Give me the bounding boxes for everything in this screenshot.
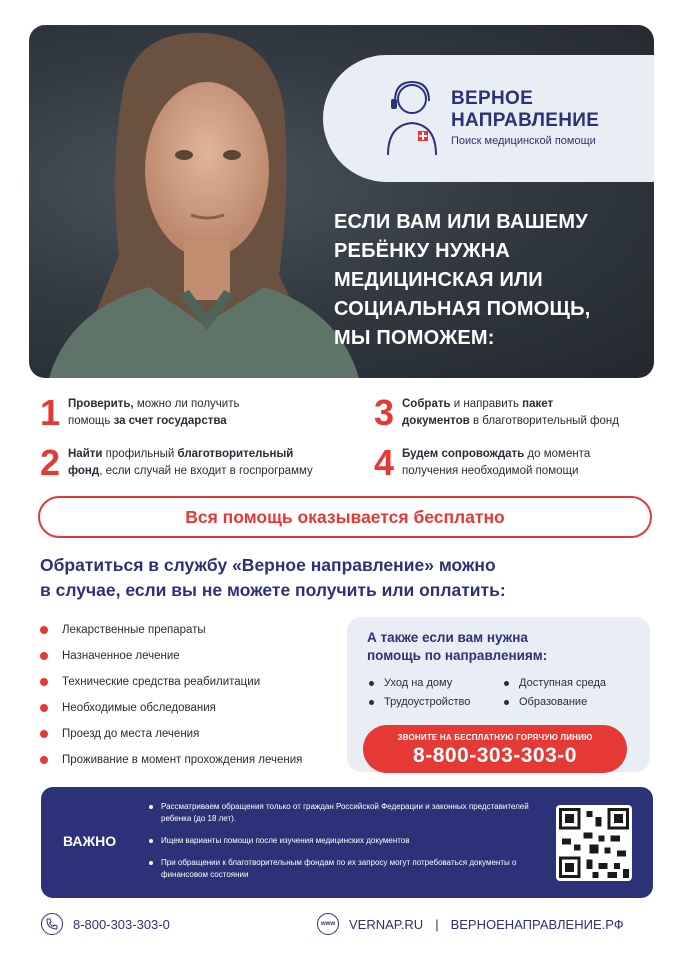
step-text xyxy=(68,396,239,430)
step-number: 2 xyxy=(40,442,61,483)
step-text-bold: за счет государства xyxy=(113,415,227,427)
bullet-icon xyxy=(40,626,48,634)
list-item-text: Технические средства реабилитации xyxy=(62,676,261,688)
bullet-icon xyxy=(149,805,153,809)
step-3 xyxy=(374,392,619,433)
free-help-banner: Вся помощь оказывается бесплатно xyxy=(38,496,652,538)
step-text-part: профильный xyxy=(102,448,178,460)
hero-title-line: СОЦИАЛЬНАЯ ПОМОЩЬ, xyxy=(334,298,591,320)
step-number: 1 xyxy=(40,392,61,433)
bullet-icon xyxy=(40,652,48,660)
list-item xyxy=(40,747,302,773)
hero-title-line: ЕСЛИ ВАМ ИЛИ ВАШЕМУ xyxy=(334,211,588,233)
operator-logo-icon xyxy=(385,77,439,157)
also-item xyxy=(504,677,606,689)
footer-websites xyxy=(317,913,624,935)
hero-title-line: РЕБЁНКУ НУЖНА xyxy=(334,240,511,262)
footer-phone-text[interactable]: 8-800-303-303-0 xyxy=(73,916,170,932)
needs-list xyxy=(40,617,302,773)
hero-title-line: МЕДИЦИНСКАЯ ИЛИ xyxy=(334,269,543,291)
bullet-icon xyxy=(40,704,48,712)
step-text-bold: фонд xyxy=(68,465,100,477)
bullet-icon xyxy=(369,700,374,705)
also-title-line: А также если вам нужна xyxy=(367,630,528,645)
step-text-part: , если случай не входит в госпрограмму xyxy=(99,465,313,477)
list-item xyxy=(40,669,302,695)
step-text-bold: документов xyxy=(402,415,470,427)
bullet-icon xyxy=(149,861,153,865)
www-label: www xyxy=(320,921,335,927)
important-item-text: Рассматриваем обращения только от граждан Российской Федерации и законных представителей ребенка (до 18 лет). xyxy=(161,802,529,823)
list-item-text: Необходимые обследования xyxy=(62,702,216,714)
step-text-part: получения необходимой помощи xyxy=(402,465,579,477)
contact-heading-line: в случае, если вы не можете получить или оплатить: xyxy=(40,580,506,600)
phone-icon xyxy=(41,913,63,935)
footer-site-link[interactable]: ВЕРНОЕНАПРАВЛЕНИЕ.РФ xyxy=(450,916,624,932)
step-text-bold: благотворительный xyxy=(177,448,294,460)
brand-name-line-1: ВЕРНОЕ xyxy=(451,88,534,109)
step-text-bold: Собрать xyxy=(402,398,451,410)
step-text-bold: пакет xyxy=(522,398,554,410)
list-item xyxy=(149,835,549,847)
list-item xyxy=(149,801,549,825)
list-item-text: Лекарственные препараты xyxy=(62,624,206,636)
hero-title-line: МЫ ПОМОЖЕМ: xyxy=(334,327,495,349)
bullet-icon xyxy=(149,839,153,843)
qr-code-icon[interactable] xyxy=(556,805,632,881)
step-text-bold: Проверить, xyxy=(68,398,134,410)
step-text xyxy=(68,446,313,480)
list-item-text: Назначенное лечение xyxy=(62,650,180,662)
bullet-icon xyxy=(504,700,509,705)
list-item-text: Проезд до места лечения xyxy=(62,728,200,740)
list-item xyxy=(40,695,302,721)
list-item-text: Проживание в момент прохождения лечения xyxy=(62,754,303,766)
bullet-icon xyxy=(40,730,48,738)
important-list xyxy=(149,801,549,891)
important-title: ВАЖНО xyxy=(63,833,117,849)
list-item xyxy=(40,643,302,669)
list-item xyxy=(40,721,302,747)
step-text xyxy=(402,446,590,480)
brand-block xyxy=(323,55,654,182)
globe-icon xyxy=(317,913,339,935)
step-number: 3 xyxy=(374,392,395,433)
contact-heading xyxy=(40,553,640,603)
brand-name-line-2: НАПРАВЛЕНИЕ xyxy=(451,110,600,131)
also-item xyxy=(369,696,470,708)
bullet-icon xyxy=(504,681,509,686)
hotline-label: ЗВОНИТЕ НА БЕСПЛАТНУЮ ГОРЯЧУЮ ЛИНИЮ xyxy=(397,733,593,742)
also-title xyxy=(367,629,627,665)
step-text-part: помощь xyxy=(68,415,114,427)
bullet-icon xyxy=(369,681,374,686)
also-item xyxy=(369,677,452,689)
important-item-text: Ищем варианты помощи после изучения медицинских документов xyxy=(161,836,410,845)
also-item-text: Образование xyxy=(519,696,588,708)
woman-portrait xyxy=(29,25,359,378)
step-1 xyxy=(40,392,240,433)
footer-phone[interactable] xyxy=(41,913,170,935)
step-text-part: в благотворительный фонд xyxy=(469,415,619,427)
also-panel xyxy=(347,617,650,772)
brand-subtitle: Поиск медицинской помощи xyxy=(451,135,596,147)
also-title-line: помощь по направлениям: xyxy=(367,648,548,663)
hero-banner xyxy=(29,25,654,378)
step-4 xyxy=(374,442,591,483)
list-item xyxy=(149,857,549,881)
hero-title xyxy=(334,208,644,353)
step-text-bold: Будем сопровождать xyxy=(402,448,525,460)
also-item-text: Доступная среда xyxy=(519,677,607,689)
important-box xyxy=(41,787,653,898)
list-item xyxy=(40,617,302,643)
also-item-text: Уход на дому xyxy=(384,677,453,689)
step-2 xyxy=(40,442,313,483)
footer-divider: | xyxy=(435,916,439,932)
hotline-button[interactable] xyxy=(363,725,627,773)
step-text-bold: Найти xyxy=(68,448,103,460)
bullet-icon xyxy=(40,678,48,686)
contact-heading-line: Обратиться в службу «Верное направление» можно xyxy=(40,555,496,575)
brand-name xyxy=(451,88,599,132)
important-item-text: При обращении к благотворительным фондам по их запросу могут потребоваться документы о финансовом состоянии xyxy=(161,858,517,879)
also-item xyxy=(504,696,587,708)
step-number: 4 xyxy=(374,442,395,483)
bullet-icon xyxy=(40,756,48,764)
step-text-part: и направить xyxy=(450,398,523,410)
step-text xyxy=(402,396,619,430)
hotline-phone[interactable]: 8-800-303-303-0 xyxy=(413,744,577,767)
also-item-text: Трудоустройство xyxy=(384,696,471,708)
step-text-part: до момента xyxy=(524,448,591,460)
footer-site-link[interactable]: VERNAP.RU xyxy=(349,916,424,932)
step-text-part: можно ли получить xyxy=(133,398,240,410)
